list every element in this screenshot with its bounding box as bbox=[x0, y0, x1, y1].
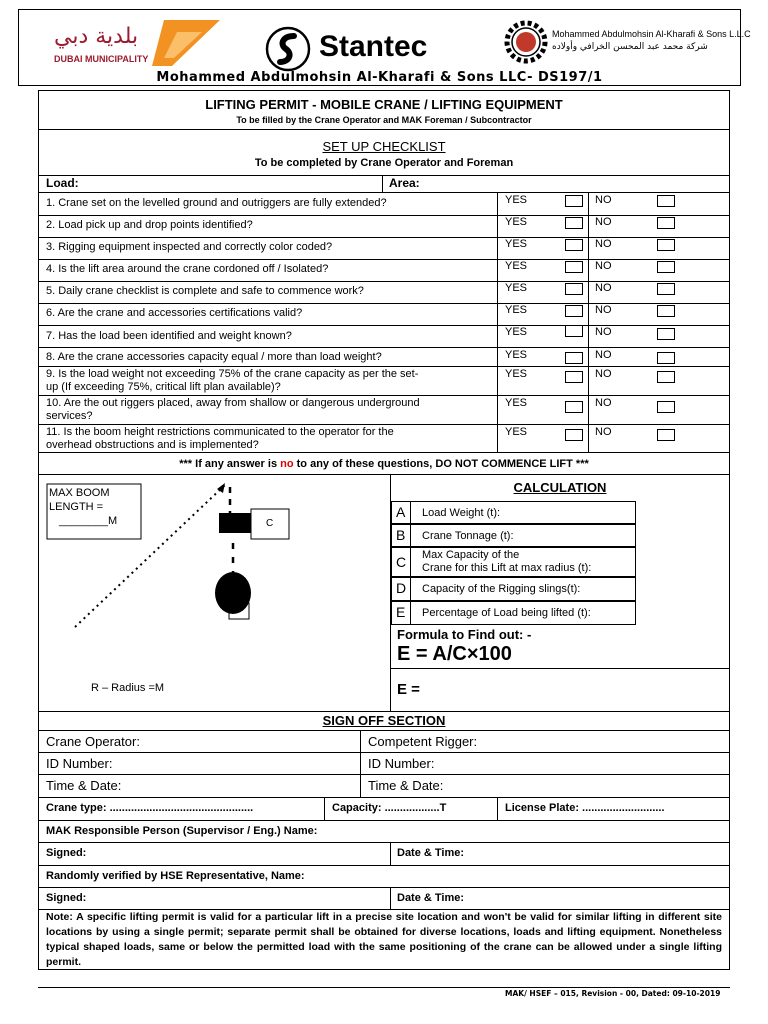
question-9-line2: up (If exceeding 75%, critical lift plan available)? bbox=[46, 381, 281, 393]
company-line: Mohammed Abdulmohsin Al-Kharafi & Sons LLC- DS197/1 bbox=[156, 70, 603, 85]
yes-checkbox-1[interactable] bbox=[565, 195, 583, 207]
radius-label: R – Radius =M bbox=[91, 682, 165, 694]
yes-label-7: YES bbox=[505, 326, 528, 338]
footer-rule bbox=[38, 987, 730, 988]
dubai-municipality-logo bbox=[52, 18, 222, 68]
warning-no-word: no bbox=[280, 458, 294, 470]
dm-arabic-name: بلدية دبي bbox=[54, 24, 139, 49]
max-boom-line3: ________M bbox=[59, 515, 118, 527]
footer-document-ref: MAK/ HSEF – 015, Revision - 00, Dated: 09-10-2019 bbox=[505, 989, 721, 998]
yes-checkbox-2[interactable] bbox=[565, 217, 583, 229]
question-3: 3. Rigging equipment inspected and correctly color coded? bbox=[46, 241, 333, 253]
signoff-heading: SIGN OFF SECTION bbox=[322, 713, 446, 728]
crane-hook-block bbox=[219, 513, 252, 533]
yes-label-11: YES bbox=[505, 426, 528, 438]
calc-label-percentage: Percentage of Load being lifted (t): bbox=[422, 607, 591, 619]
question-8: 8. Are the crane accessories capacity equal / more than load weight? bbox=[46, 351, 382, 363]
validity-note: Note: A specific lifting permit is valid for a particular lift in a precise site location and won't be valid for similar lifting in different site locations by using a single permit; separate permit shall be obtained for diverse locations, loads and lifting equipment. Nonetheless typical shaped loads, same or below the permitted load with the same positioning of the crane can be allowed under a single lifting permit. bbox=[46, 911, 722, 968]
question-5: 5. Daily crane checklist is complete and safe to commence work? bbox=[46, 285, 364, 297]
question-11-line2: overhead obstructions and is implemented? bbox=[46, 439, 259, 451]
no-label-9: NO bbox=[595, 368, 612, 380]
rigger-id-label: ID Number: bbox=[368, 756, 435, 771]
yes-checkbox-7[interactable] bbox=[565, 325, 583, 337]
yes-checkbox-8[interactable] bbox=[565, 352, 583, 364]
no-label-3: NO bbox=[595, 238, 612, 250]
hse-date-time-label: Date & Time: bbox=[397, 892, 465, 904]
calc-letter-c: C bbox=[396, 554, 407, 570]
no-label-5: NO bbox=[595, 282, 612, 294]
area-label: Area: bbox=[389, 176, 420, 190]
checklist-heading: SET UP CHECKLIST bbox=[322, 139, 446, 154]
license-plate-field: License Plate: ........................... bbox=[505, 802, 665, 814]
question-11-line1: 11. Is the boom height restrictions communicated to the operator for the bbox=[46, 426, 394, 438]
no-label-11: NO bbox=[595, 426, 612, 438]
max-boom-line2: LENGTH = bbox=[49, 501, 104, 513]
question-10-line1: 10. Are the out riggers placed, away from shallow or dangerous underground bbox=[46, 397, 420, 409]
no-checkbox-1[interactable] bbox=[657, 195, 675, 207]
yes-checkbox-6[interactable] bbox=[565, 305, 583, 317]
question-2: 2. Load pick up and drop points identified? bbox=[46, 219, 253, 231]
no-label-7: NO bbox=[595, 326, 612, 338]
operator-time-date-label: Time & Date: bbox=[46, 778, 122, 793]
calc-letter-b: B bbox=[396, 527, 406, 543]
permit-subtitle: To be filled by the Crane Operator and MAK Foreman / Subcontractor bbox=[236, 115, 532, 125]
yes-label-3: YES bbox=[505, 238, 528, 250]
mak-date-time-label: Date & Time: bbox=[397, 847, 465, 859]
mak-gear-icon bbox=[504, 20, 548, 64]
no-checkbox-10[interactable] bbox=[657, 401, 675, 413]
no-checkbox-4[interactable] bbox=[657, 261, 675, 273]
crane-operator-label: Crane Operator: bbox=[46, 734, 140, 749]
no-label-8: NO bbox=[595, 349, 612, 361]
permit-title: LIFTING PERMIT - MOBILE CRANE / LIFTING EQUIPMENT bbox=[205, 97, 563, 112]
calc-letter-e: E bbox=[396, 604, 406, 620]
calc-letter-d: D bbox=[396, 580, 407, 596]
calc-letter-a: A bbox=[396, 504, 406, 520]
warning-text-end: to any of these questions, DO NOT COMMENCE LIFT *** bbox=[293, 458, 589, 470]
calc-label-load-weight: Load Weight (t): bbox=[422, 507, 501, 519]
calc-label-crane-tonnage: Crane Tonnage (t): bbox=[422, 530, 514, 542]
yes-checkbox-11[interactable] bbox=[565, 429, 583, 441]
no-checkbox-2[interactable] bbox=[657, 217, 675, 229]
checklist-subheading: To be completed by Crane Operator and Foreman bbox=[254, 157, 514, 169]
yes-checkbox-4[interactable] bbox=[565, 261, 583, 273]
yes-checkbox-3[interactable] bbox=[565, 239, 583, 251]
yes-label-5: YES bbox=[505, 282, 528, 294]
no-checkbox-6[interactable] bbox=[657, 305, 675, 317]
question-9-line1: 9. Is the load weight not exceeding 75% of the crane capacity as per the set- bbox=[46, 368, 419, 380]
operator-id-label: ID Number: bbox=[46, 756, 113, 771]
mak-logo bbox=[504, 20, 751, 66]
crane-type-field: Crane type: ............................................... bbox=[46, 802, 254, 814]
yes-label-2: YES bbox=[505, 216, 528, 228]
formula-label: Formula to Find out: - bbox=[397, 627, 532, 642]
yes-label-10: YES bbox=[505, 397, 528, 409]
boom-arrow-icon bbox=[217, 483, 225, 493]
stantec-emblem-icon bbox=[265, 26, 311, 72]
c-label: C bbox=[266, 518, 274, 529]
formula: E = A/C×100 bbox=[397, 643, 512, 665]
no-checkbox-7[interactable] bbox=[657, 328, 675, 340]
no-checkbox-11[interactable] bbox=[657, 429, 675, 441]
hse-signed-label: Signed: bbox=[46, 892, 87, 904]
e-equals-label: E = bbox=[397, 681, 420, 698]
load-label: Load: bbox=[46, 176, 79, 190]
rigger-time-date-label: Time & Date: bbox=[368, 778, 444, 793]
yes-label-8: YES bbox=[505, 349, 528, 361]
no-label-2: NO bbox=[595, 216, 612, 228]
warning-line bbox=[39, 458, 729, 470]
no-checkbox-3[interactable] bbox=[657, 239, 675, 251]
dm-english-name: DUBAI MUNICIPALITY bbox=[54, 54, 149, 64]
yes-label-9: YES bbox=[505, 368, 528, 380]
warning-text-start: *** If any answer is bbox=[179, 458, 281, 470]
mak-signed-label: Signed: bbox=[46, 847, 87, 859]
no-label-6: NO bbox=[595, 304, 612, 316]
yes-label-1: YES bbox=[505, 194, 528, 206]
yes-checkbox-10[interactable] bbox=[565, 401, 583, 413]
question-7: 7. Has the load been identified and weight known? bbox=[46, 330, 292, 342]
stantec-wordmark: Stantec bbox=[319, 30, 428, 63]
suspended-load bbox=[215, 572, 251, 614]
no-checkbox-5[interactable] bbox=[657, 283, 675, 295]
question-6: 6. Are the crane and accessories certifications valid? bbox=[46, 307, 303, 319]
mak-arabic-name: شركة محمد عبد المحسن الخرافي وأولاده bbox=[552, 42, 708, 52]
stantec-logo bbox=[265, 26, 455, 74]
mak-english-name: Mohammed Abdulmohsin Al-Kharafi & Sons L.L.C bbox=[552, 29, 751, 39]
permit-form bbox=[38, 90, 730, 970]
yes-label-4: YES bbox=[505, 260, 528, 272]
calc-label-max-capacity-1: Max Capacity of the bbox=[422, 549, 520, 561]
no-label-4: NO bbox=[595, 260, 612, 272]
question-4: 4. Is the lift area around the crane cordoned off / Isolated? bbox=[46, 263, 329, 275]
no-label-10: NO bbox=[595, 397, 612, 409]
calc-label-max-capacity-2: Crane for this Lift at max radius (t): bbox=[422, 562, 592, 574]
max-boom-line1: MAX BOOM bbox=[49, 487, 110, 499]
yes-checkbox-9[interactable] bbox=[565, 371, 583, 383]
no-label-1: NO bbox=[595, 194, 612, 206]
question-10-line2: services? bbox=[46, 410, 93, 422]
competent-rigger-label: Competent Rigger: bbox=[368, 734, 478, 749]
yes-label-6: YES bbox=[505, 304, 528, 316]
mak-responsible-person-label: MAK Responsible Person (Supervisor / Eng.) Name: bbox=[46, 825, 318, 837]
question-1: 1. Crane set on the levelled ground and outriggers are fully extended? bbox=[46, 197, 387, 209]
calculation-heading: CALCULATION bbox=[513, 480, 607, 495]
calc-label-rigging-capacity: Capacity of the Rigging slings(t): bbox=[422, 583, 581, 595]
yes-checkbox-5[interactable] bbox=[565, 283, 583, 295]
capacity-field: Capacity: ..................T bbox=[332, 802, 447, 814]
hse-representative-label: Randomly verified by HSE Representative, Name: bbox=[46, 870, 305, 882]
no-checkbox-9[interactable] bbox=[657, 371, 675, 383]
no-checkbox-8[interactable] bbox=[657, 352, 675, 364]
